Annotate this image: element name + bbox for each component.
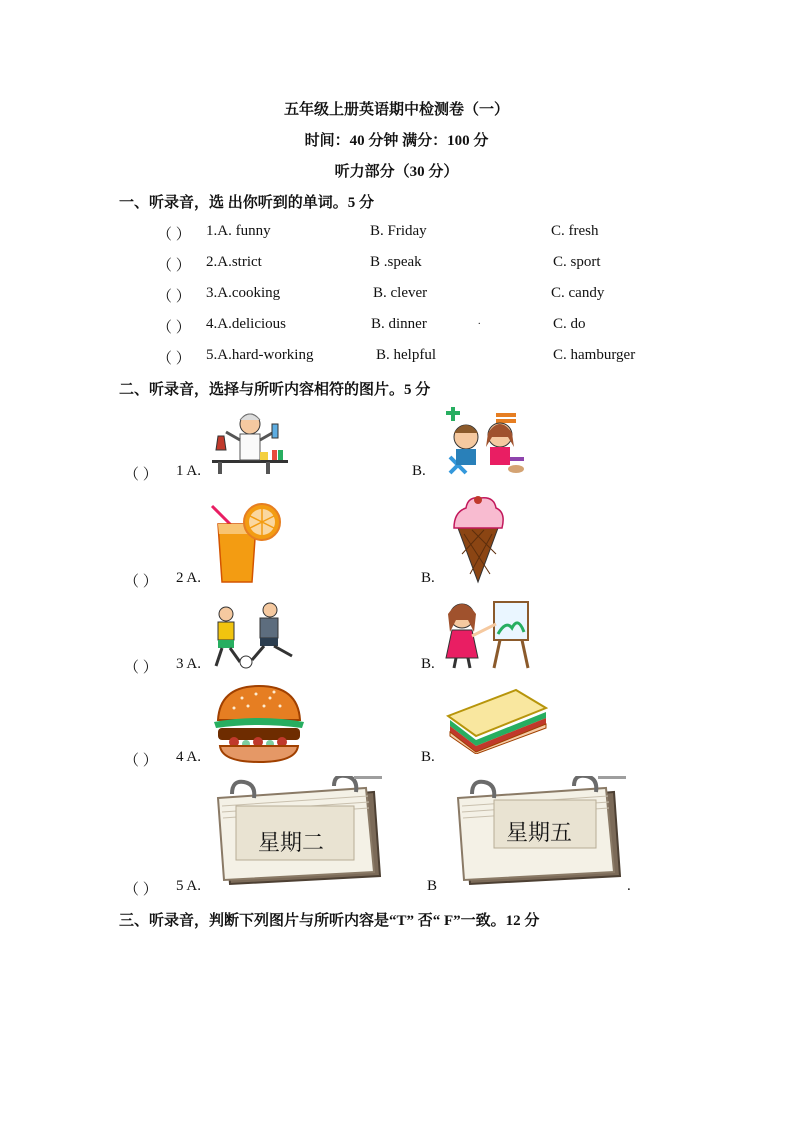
option-a: 1.A. funny — [206, 223, 271, 239]
option-a-label: 5 A. — [176, 878, 202, 894]
option-b-label: B. — [421, 749, 435, 765]
answer-paren[interactable]: （ ） — [157, 289, 191, 305]
option-b-label: B — [427, 878, 438, 894]
option-b: B .speak — [370, 254, 422, 270]
sandwich-icon — [446, 686, 548, 754]
option-a: 3.A.cooking — [206, 285, 281, 301]
option-a: 2.A.strict — [206, 254, 262, 270]
option-a-label: 4 A. — [176, 749, 202, 765]
calendar-icon — [454, 776, 630, 888]
option-a-label: 3 A. — [176, 656, 202, 672]
listening-part: 听力部分（30 分） — [334, 164, 459, 180]
calendar-day-label: 星期五 — [506, 821, 573, 846]
calendar-icon — [214, 776, 382, 888]
juice-icon — [208, 500, 282, 586]
option-b-label: B. — [412, 463, 426, 479]
answer-paren[interactable]: （ ） — [157, 351, 191, 367]
time-score: 时间：40 分钟 满分：100 分 — [304, 133, 489, 149]
painting-girl-icon — [444, 598, 532, 670]
option-b-label: B. — [421, 656, 435, 672]
option-c: C. fresh — [551, 223, 599, 239]
page-title: 五年级上册英语期中检测卷（一） — [283, 102, 509, 118]
football-icon — [208, 600, 298, 672]
trailing-dot: . — [627, 878, 631, 894]
option-b-label: B. — [421, 570, 435, 586]
scientist-icon — [212, 410, 288, 476]
stray-dot: . — [478, 316, 481, 327]
option-a: 4.A.delicious — [206, 316, 286, 332]
section2-heading: 二、听录音，选择与所听内容相符的图片。5 分 — [119, 382, 431, 398]
section3-heading: 三、听录音，判断下列图片与所听内容是“T” 否“ F”一致。12 分 — [119, 913, 540, 929]
answer-paren[interactable]: （ ） — [157, 258, 191, 274]
answer-paren[interactable]: （ ） — [157, 320, 191, 336]
answer-paren[interactable]: （ ） — [157, 227, 191, 243]
kids-math-icon — [436, 407, 528, 477]
answer-paren[interactable]: （ ） — [124, 574, 158, 590]
answer-paren[interactable]: （ ） — [124, 467, 158, 483]
option-a-label: 1 A. — [176, 463, 202, 479]
option-c: C. candy — [551, 285, 605, 301]
calendar-day-label: 星期二 — [258, 831, 325, 856]
option-c: C. hamburger — [553, 347, 636, 363]
option-a: 5.A.hard-working — [206, 347, 314, 363]
answer-paren[interactable]: （ ） — [124, 882, 158, 898]
answer-paren[interactable]: （ ） — [124, 753, 158, 769]
answer-paren[interactable]: （ ） — [124, 660, 158, 676]
section1-heading: 一、听录音，选 出你听到的单词。5 分 — [119, 195, 375, 211]
hamburger-icon — [212, 684, 306, 764]
option-b: B. helpful — [376, 347, 436, 363]
option-b: B. Friday — [370, 223, 427, 239]
option-b: B. dinner — [371, 316, 427, 332]
option-a-label: 2 A. — [176, 570, 202, 586]
option-c: C. do — [553, 316, 586, 332]
ice-cream-icon — [450, 494, 506, 584]
option-b: B. clever — [373, 285, 428, 301]
option-c: C. sport — [553, 254, 601, 270]
